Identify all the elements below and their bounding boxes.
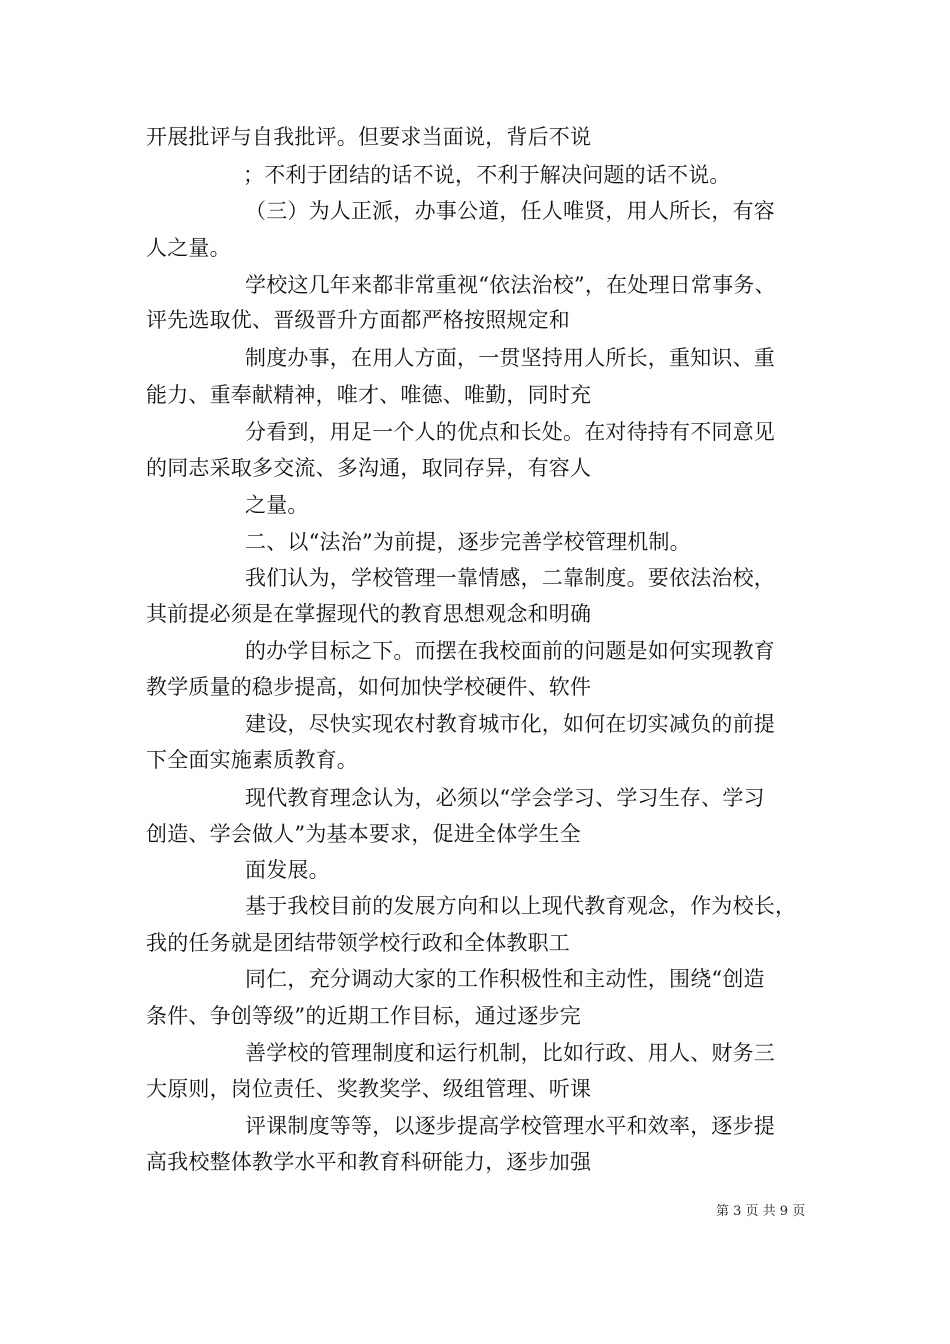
text-line: 的办学目标之下。而摆在我校面前的问题是如何实现教育 [245, 639, 775, 663]
text-line: 人之量。 [146, 236, 231, 260]
text-line: 学校这几年来都非常重视“依法治校”，在处理日常事务、 [245, 273, 776, 297]
text-line: 其前提必须是在掌握现代的教育思想观念和明确 [146, 602, 592, 626]
text-line: 面发展。 [245, 858, 330, 882]
text-line: 制度办事，在用人方面，一贯坚持用人所长，重知识、重 [245, 346, 775, 370]
text-line: 评课制度等等，以逐步提高学校管理水平和效率，逐步提 [245, 1114, 775, 1138]
text-line: 建设，尽快实现农村教育城市化，如何在切实减负的前提 [245, 712, 775, 736]
text-line: 同仁，充分调动大家的工作积极性和主动性，围绕“创造 [245, 967, 765, 991]
text-line: 的同志采取多交流、多沟通，取同存异，有容人 [146, 456, 592, 480]
text-line: 现代教育理念认为，必须以“学会学习、学习生存、学习 [245, 786, 765, 810]
text-line: 开展批评与自我批评。但要求当面说，背后不说 [146, 125, 592, 149]
text-line: 创造、学会做人”为基本要求，促进全体学生全 [146, 822, 581, 846]
text-line: 善学校的管理制度和运行机制，比如行政、用人、财务三 [245, 1041, 775, 1065]
section-heading: 二、以“法治”为前提，逐步完善学校管理机制。 [245, 530, 691, 554]
text-line: 基于我校目前的发展方向和以上现代教育观念，作为校长， [245, 894, 797, 918]
text-line: ；不利于团结的话不说，不利于解决问题的话不说。 [243, 163, 731, 187]
text-line: 下全面实施素质教育。 [146, 748, 358, 772]
text-line: 能力、重奉献精神，唯才、唯德、唯勤，同时充 [146, 383, 592, 407]
text-line: （三）为人正派，办事公道，任人唯贤，用人所长，有容 [245, 199, 775, 223]
text-line: 评先选取优、晋级晋升方面都严格按照规定和 [146, 308, 570, 332]
text-line: 之量。 [245, 493, 309, 517]
text-line: 教学质量的稳步提高，如何加快学校硬件、软件 [146, 675, 592, 699]
text-line: 我的任务就是团结带领学校行政和全体教职工 [146, 931, 570, 955]
text-line: 条件、争创等级”的近期工作目标，通过逐步完 [146, 1004, 581, 1028]
text-line: 分看到，用足一个人的优点和长处。在对待持有不同意见 [245, 420, 775, 444]
page-number: 第 3 页 共 9 页 [716, 1204, 806, 1219]
text-line: 我们认为，学校管理一靠情感，二靠制度。要依法治校， [245, 566, 775, 590]
text-line: 大原则，岗位责任、奖教奖学、级组管理、听课 [146, 1077, 592, 1101]
text-line: 高我校整体教学水平和教育科研能力，逐步加强 [146, 1150, 592, 1174]
